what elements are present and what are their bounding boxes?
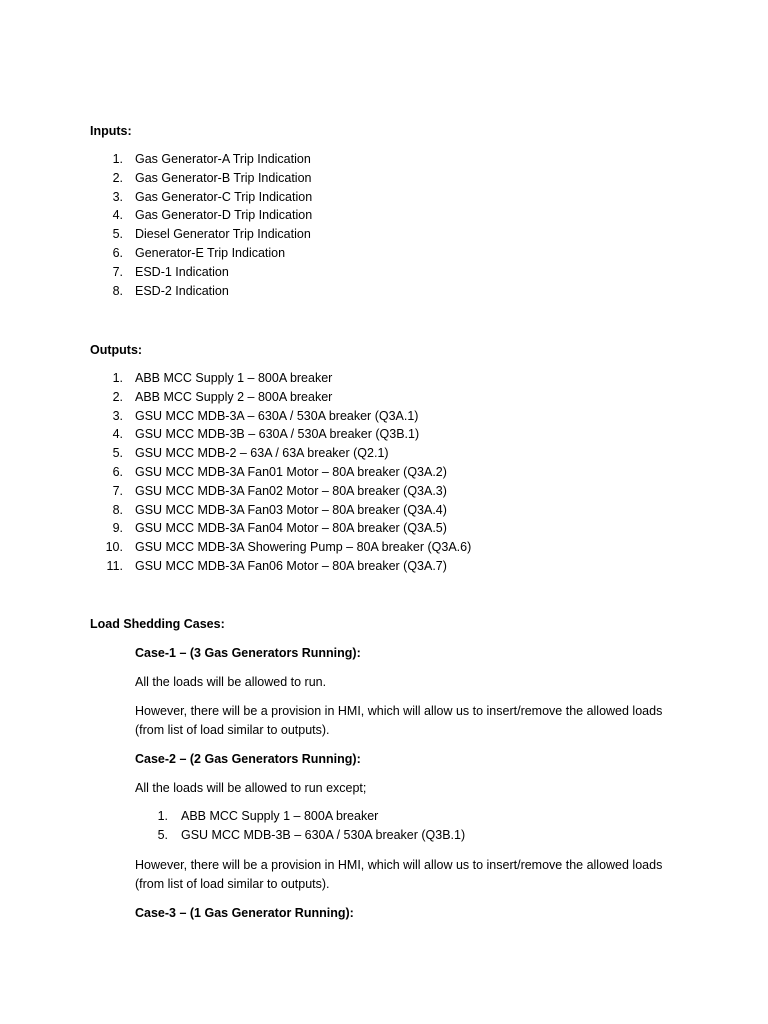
list-number: 3. [112, 189, 123, 204]
list-number: 1. [157, 809, 168, 823]
list-text: GSU MCC MDB-3A Fan06 Motor – 80A breaker (Q3A.7) [135, 558, 447, 573]
case1-title: Case-1 – (3 Gas Generators Running): [135, 646, 361, 660]
list-text: Gas Generator-A Trip Indication [135, 152, 311, 166]
outputs-heading: Outputs: [90, 343, 143, 357]
list-number: 1. [112, 152, 123, 166]
list-number: 4. [112, 427, 123, 442]
load-shedding-heading: Load Shedding Cases: [90, 617, 225, 631]
list-number: 6. [112, 464, 123, 479]
list-text: ESD-1 Indication [135, 264, 229, 279]
list-number: 5. [112, 446, 123, 461]
case2-title: Case-2 – (2 Gas Generators Running): [135, 752, 361, 766]
list-number: 1. [112, 371, 123, 385]
list-number: 2. [112, 170, 123, 185]
list-number: 4. [112, 208, 123, 223]
list-text: Generator-E Trip Indication [135, 245, 286, 260]
inputs-heading: Inputs: [90, 124, 132, 138]
list-number: 5. [157, 828, 168, 842]
list-text: GSU MCC MDB-3A Showering Pump – 80A breaker (Q3A.6) [135, 540, 472, 555]
list-text: GSU MCC MDB-3A Fan03 Motor – 80A breaker (Q3A.4) [135, 502, 447, 517]
list-text: GSU MCC MDB-3A – 630A / 530A breaker (Q3A.1) [135, 408, 419, 423]
list-number: 5. [112, 227, 123, 242]
list-number: 9. [112, 521, 123, 536]
list-text: Gas Generator-C Trip Indication [135, 189, 313, 204]
list-text: GSU MCC MDB-3B – 630A / 530A breaker (Q3B.1) [181, 828, 466, 842]
list-text: GSU MCC MDB-3A Fan02 Motor – 80A breaker (Q3A.3) [135, 483, 447, 498]
list-number: 11. [106, 558, 123, 573]
list-text: Gas Generator-B Trip Indication [135, 170, 312, 185]
list-number: 7. [112, 483, 123, 498]
list-text: Gas Generator-D Trip Indication [135, 208, 313, 223]
list-number: 10. [105, 540, 123, 555]
list-text: GSU MCC MDB-2 – 63A / 63A breaker (Q2.1) [135, 446, 389, 461]
list-text: ABB MCC Supply 2 – 800A breaker [135, 389, 333, 404]
list-number: 7. [112, 264, 123, 279]
case1-line1: All the loads will be allowed to run. [135, 675, 327, 689]
list-number: 3. [112, 408, 123, 423]
case3-title: Case-3 – (1 Gas Generator Running): [135, 906, 354, 920]
list-number: 6. [112, 245, 123, 260]
case2-line2: However, there will be a provision in HMI, which will allow us to insert/remove the allowed loads (from list of load similar to outputs). [135, 858, 663, 891]
list-text: ABB MCC Supply 1 – 800A breaker [181, 809, 379, 823]
list-text: ABB MCC Supply 1 – 800A breaker [135, 371, 333, 385]
list-text: Diesel Generator Trip Indication [135, 227, 311, 242]
list-text: GSU MCC MDB-3A Fan04 Motor – 80A breaker (Q3A.5) [135, 521, 447, 536]
list-text: GSU MCC MDB-3B – 630A / 530A breaker (Q3B.1) [135, 427, 420, 442]
list-number: 2. [112, 389, 123, 404]
list-text: GSU MCC MDB-3A Fan01 Motor – 80A breaker (Q3A.2) [135, 464, 447, 479]
list-number: 8. [112, 283, 123, 298]
case1-line2: However, there will be a provision in HMI, which will allow us to insert/remove the allowed loads (from list of load similar to outputs). [135, 704, 663, 737]
list-text: ESD-2 Indication [135, 283, 229, 298]
list-number: 8. [112, 502, 123, 517]
case2-line1: All the loads will be allowed to run except; [135, 781, 367, 795]
